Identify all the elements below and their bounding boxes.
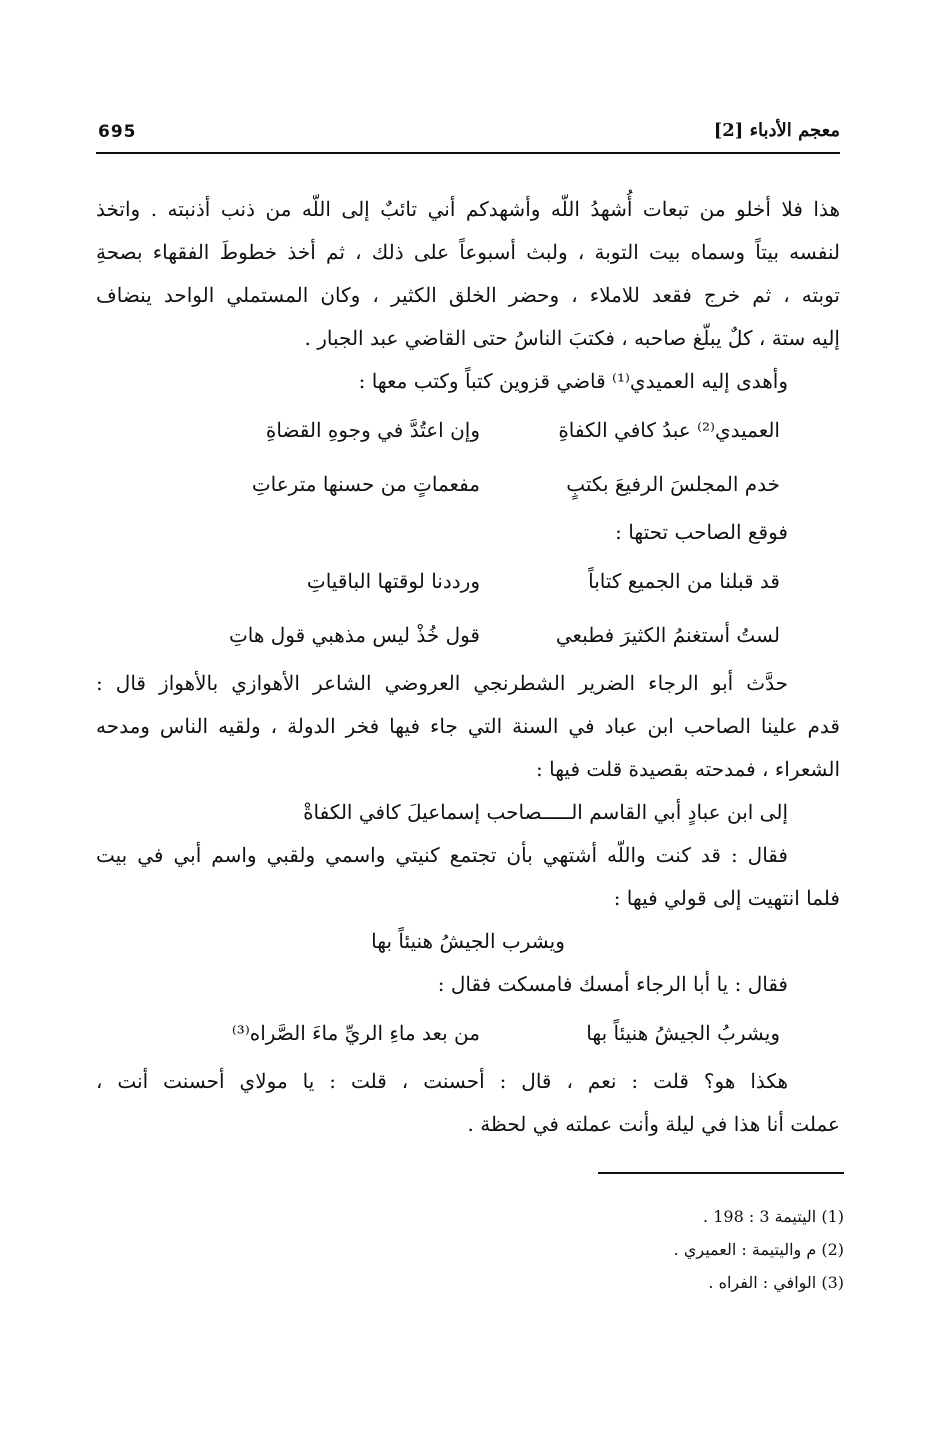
running-title: معجم الأدباء [2]	[713, 120, 840, 141]
text-line: إليه ستة ، كلٌ يبلّغ صاحبه ، فكتبَ الناسُ حتى القاضي عبد الجبار .	[304, 326, 840, 350]
verse-first-hemistich: خدم المجلسَ الرفيعَ بكتبٍ	[566, 472, 780, 496]
footnotes	[96, 1200, 844, 1299]
footnote: (1) اليتيمة 3 : 198 .	[703, 1207, 844, 1226]
verse-half: ويشرب الجيشُ هنيئاً بها	[371, 929, 565, 953]
verse-second-hemistich: ورددنا لوقتها الباقياتِ	[306, 569, 480, 593]
text-line: توبته ، ثم خرج فقعد للاملاء ، وحضر الخلق الكثير ، وكان المستملي الواحد ينضاف	[96, 283, 840, 307]
footnote: (3) الوافي : الفراه .	[708, 1273, 844, 1292]
text-line: فوقع الصاحب تحتها :	[615, 520, 788, 544]
verse-first-hemistich: لستُ أستغنمُ الكثيرَ فطبعي	[555, 623, 780, 647]
verse-line	[96, 554, 840, 608]
text-line: وأهدى إليه العميدي⁽¹⁾ قاضي قزوين كتباً وكتب معها :	[358, 369, 788, 393]
verse-line	[96, 1006, 840, 1060]
page-number: 695	[98, 122, 137, 142]
text-line: فقال : يا أبا الرجاء أمسك فامسكت فقال :	[437, 972, 788, 996]
text-line: هذا فلا أخلو من تبعات أُشهدُ اللّه وأشهدكم أني تائبٌ إلى اللّه من ذنب أذنبته . واتخذ	[96, 197, 840, 221]
verse-line	[96, 403, 840, 457]
text-line: فقال : قد كنت واللّه أشتهي بأن تجتمع كنيتي واسمي ولقبي واسم أبي في بيت	[96, 843, 788, 867]
verse-second-hemistich: وإن اعتُدَّ في وجوهِ القضاةِ	[265, 418, 480, 442]
footnote-separator	[598, 1172, 844, 1174]
text-line: لنفسه بيتاً وسماه بيت التوبة ، ولبث أسبوعاً على ذلك ، ثم أخذ خطوطَ الفقهاء بصحةِ	[96, 240, 840, 264]
verse-second-hemistich: قول خُذْ ليس مذهبي قول هاتِ	[228, 623, 480, 647]
text-line: فلما انتهيت إلى قولي فيها :	[613, 886, 840, 910]
verse-first-hemistich: العميدي⁽²⁾ عبدُ كافي الكفاةِ	[558, 418, 780, 442]
verse-first-hemistich: قد قبلنا من الجميع كتاباً	[588, 569, 780, 593]
verse-single: إلى ابن عبادٍ أبي القاسم الـــــصاحب إسماعيلَ كافي الكفاةْ	[303, 800, 788, 824]
text-line: الشعراء ، فمدحته بقصيدة قلت فيها :	[536, 757, 840, 781]
running-header	[96, 116, 840, 154]
main-text	[96, 188, 840, 1146]
verse-second-hemistich: مفعماتٍ من حسنها مترعاتِ	[251, 472, 480, 496]
verse-line	[96, 608, 840, 662]
footnote: (2) م واليتيمة : العميري .	[673, 1240, 844, 1259]
text-line: حدَّث أبو الرجاء الضرير الشطرنجي العروضي الشاعر الأهوازي بالأهواز قال :	[96, 671, 788, 695]
verse-line	[96, 457, 840, 511]
text-line: قدم علينا الصاحب ابن عباد في السنة التي جاء فيها فخر الدولة ، ولقيه الناس ومدحه	[96, 714, 840, 738]
text-line: هكذا هو؟ قلت : نعم ، قال : أحسنت ، قلت : يا مولاي أحسنت أنت ،	[96, 1069, 788, 1093]
verse-second-hemistich: من بعد ماءِ الريِّ ماءَ الصَّراه⁽³⁾	[231, 1021, 480, 1045]
text-line: عملت أنا هذا في ليلة وأنت عملته في لحظة .	[467, 1112, 840, 1136]
verse-first-hemistich: ويشربُ الجيشُ هنيئاً بها	[586, 1021, 780, 1045]
